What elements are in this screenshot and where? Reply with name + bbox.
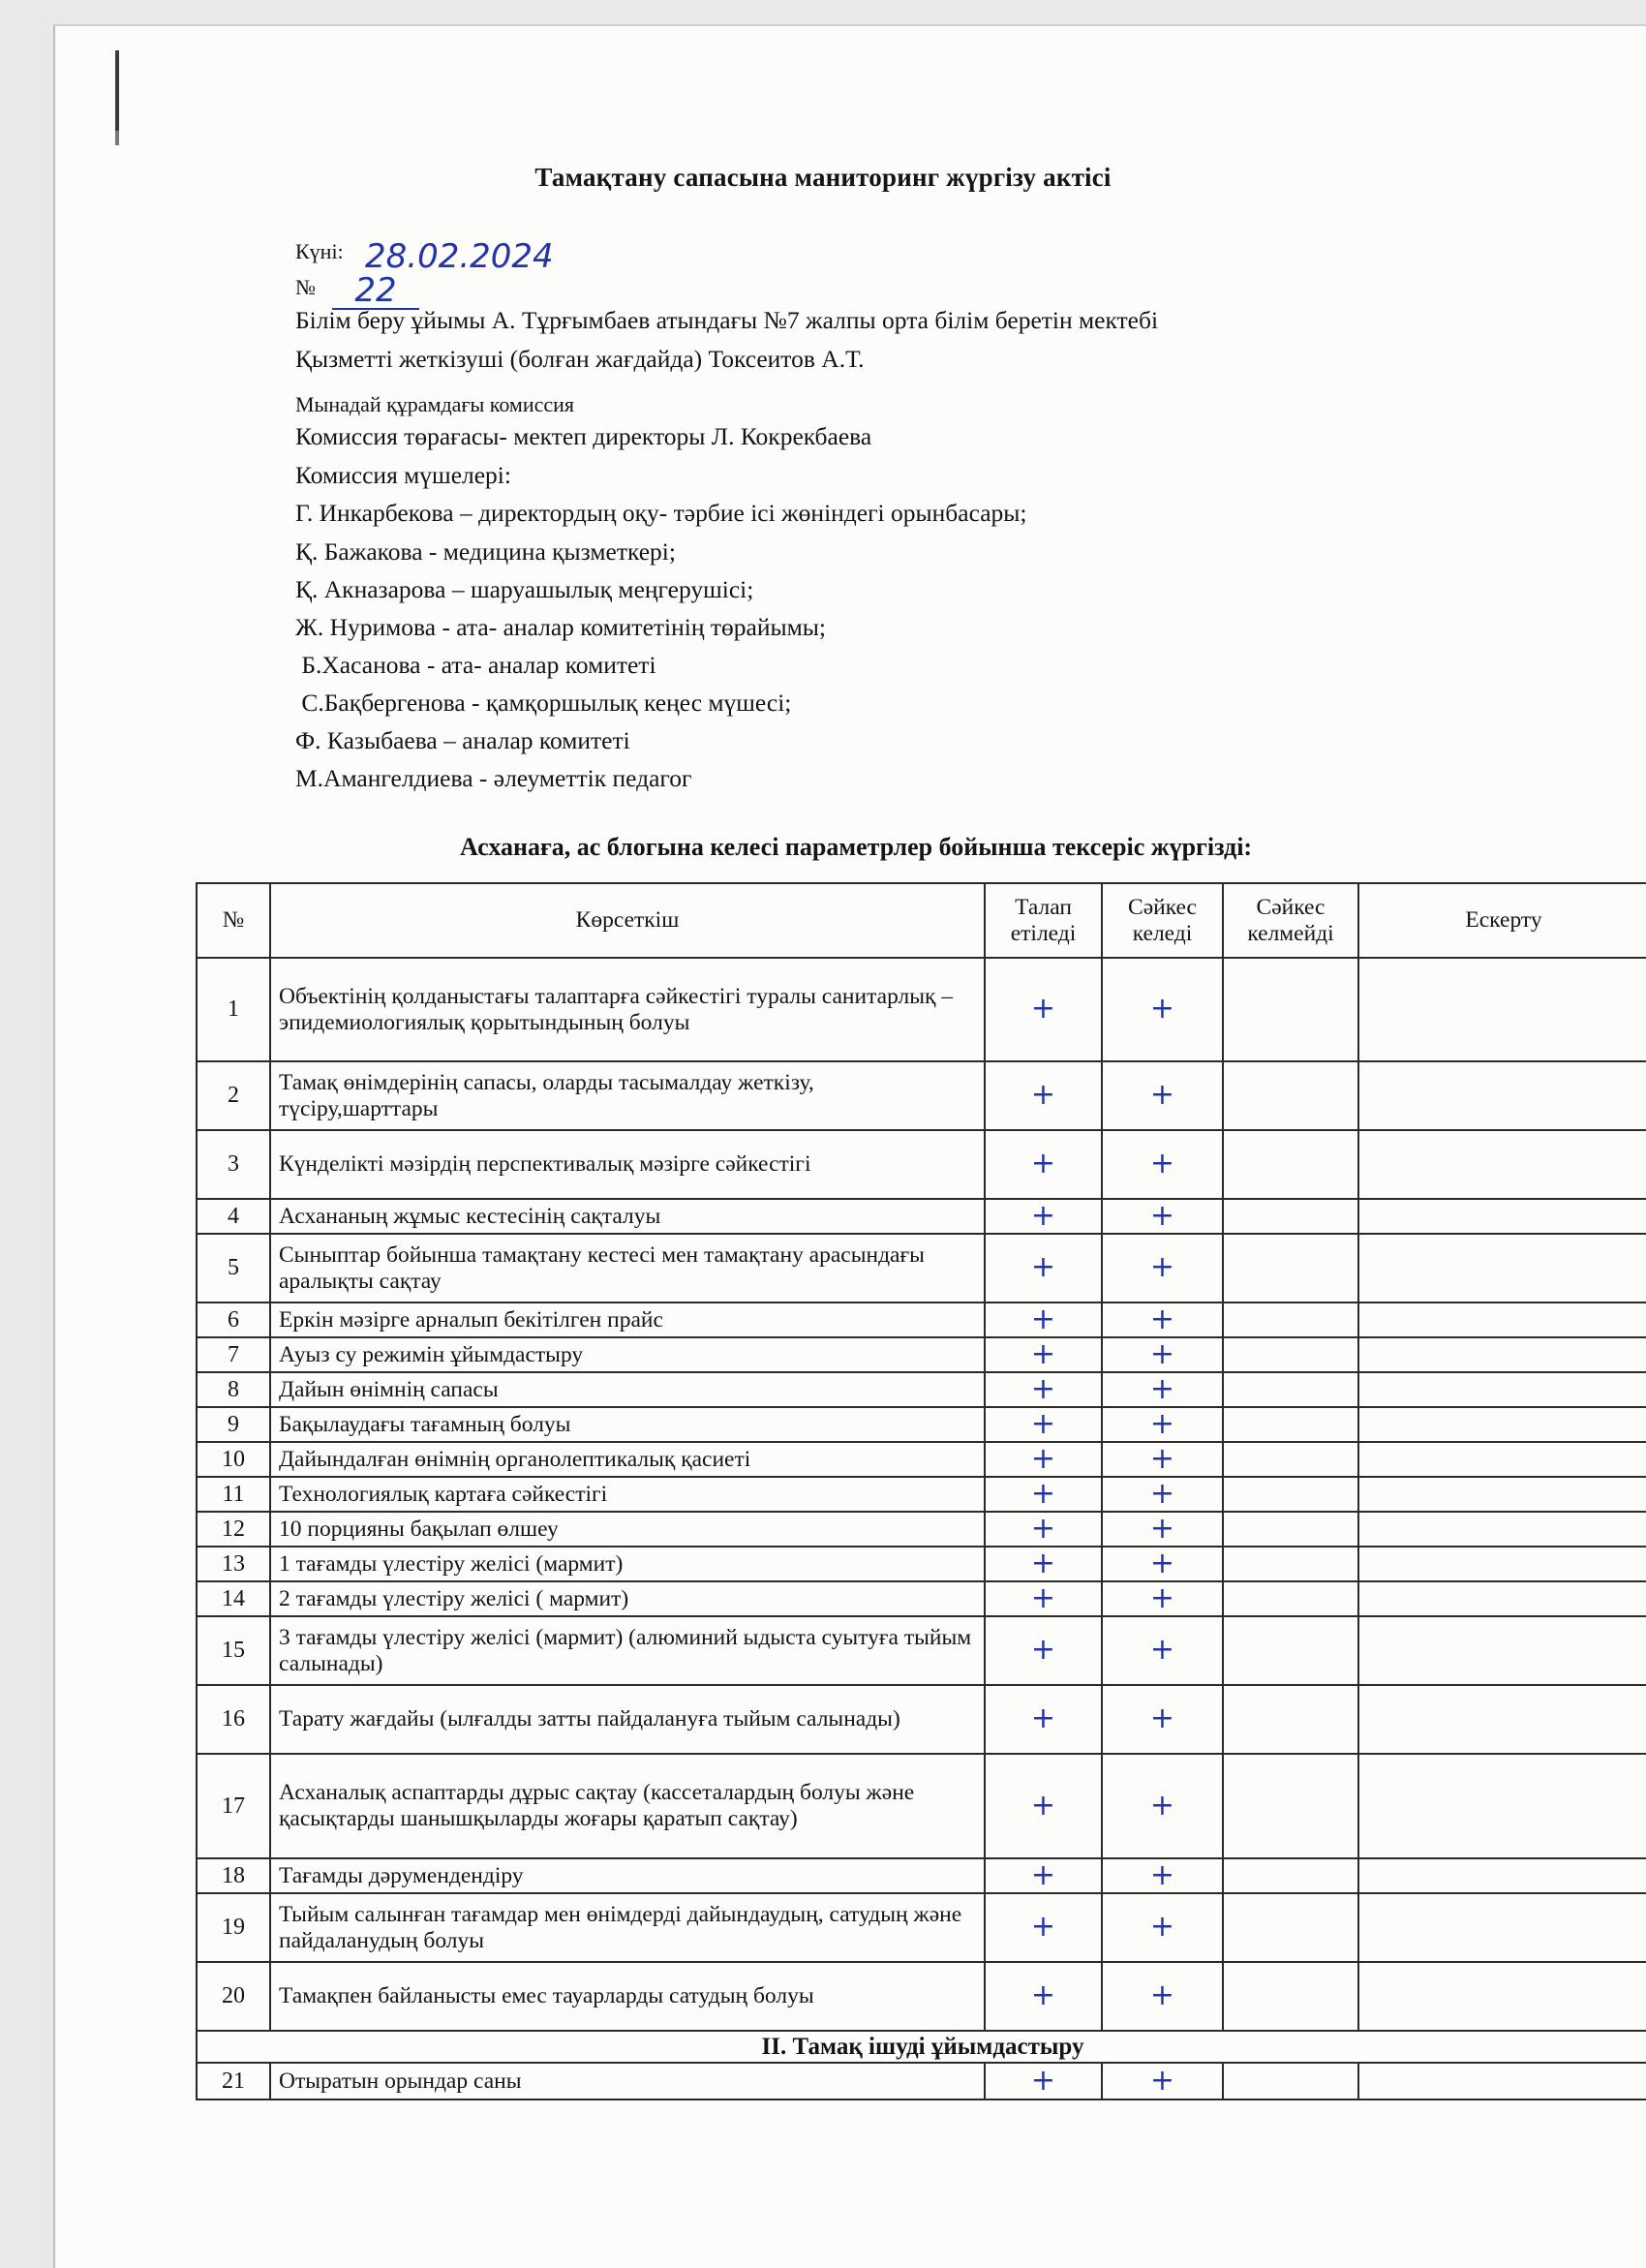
note-cell (1358, 1685, 1646, 1754)
compliant-cell (1102, 1061, 1223, 1130)
noncompliant-cell (1223, 1754, 1358, 1858)
table-row (197, 958, 1646, 1061)
row-number: 19 (197, 1893, 270, 1962)
header-num: № (197, 883, 270, 958)
note-cell (1358, 1616, 1646, 1685)
required-cell (985, 1685, 1102, 1754)
row-indicator: 2 тағамды үлестіру желісі ( мармит) (270, 1581, 985, 1616)
table-row (197, 2063, 1646, 2099)
section-2-title: II. Тамақ ішуді ұйымдастыру (197, 2031, 1646, 2063)
handwritten-plus-mark: + (1030, 1701, 1056, 1735)
row-indicator: 1 тағамды үлестіру желісі (мармит) (270, 1547, 985, 1581)
row-indicator: Асхананың жұмыс кестесінің сақталуы (270, 1199, 985, 1234)
handwritten-plus-mark: + (1149, 1580, 1175, 1615)
row-indicator: Еркін мәзірге арналып бекітілген прайс (270, 1303, 985, 1337)
noncompliant-cell (1223, 1199, 1358, 1234)
row-indicator: 10 порцияны бақылап өлшеу (270, 1512, 985, 1547)
header-noncompliant: Сәйкес келмейді (1223, 883, 1358, 958)
handwritten-plus-mark: + (1149, 1250, 1175, 1284)
required-cell (985, 1512, 1102, 1547)
row-number: 10 (197, 1442, 270, 1477)
required-cell (985, 1581, 1102, 1616)
header-compliant: Сәйкес келеді (1102, 883, 1223, 958)
note-cell (1358, 2063, 1646, 2099)
noncompliant-cell (1223, 1130, 1358, 1199)
handwritten-plus-mark: + (1030, 1476, 1056, 1511)
row-number: 1 (197, 958, 270, 1061)
compliant-cell (1102, 1337, 1223, 1372)
compliant-cell (1102, 1442, 1223, 1477)
row-number: 13 (197, 1547, 270, 1581)
number-handwritten: 22 (332, 273, 419, 310)
required-cell (985, 1130, 1102, 1199)
required-cell (985, 1547, 1102, 1581)
row-indicator: Тамақ өнімдерінің сапасы, оларды тасымалдау жеткізу, түсіру,шарттары (270, 1061, 985, 1130)
school-line: Білім беру ұйымы А. Тұрғымбаев атындағы №7 жалпы орта білім беретін мектебі (295, 306, 1159, 334)
row-indicator: Объектінің қолданыстағы талаптарға сәйкестігі туралы санитарлық – эпидемиологиялық қорытындының болуы (270, 958, 985, 1061)
row-indicator: Дайын өнімнің сапасы (270, 1372, 985, 1407)
compliant-cell (1102, 1477, 1223, 1512)
table-row (197, 1477, 1646, 1512)
handwritten-plus-mark: + (1030, 1147, 1056, 1180)
note-cell (1358, 1407, 1646, 1442)
compliant-cell (1102, 958, 1223, 1061)
handwritten-plus-mark: + (1030, 1511, 1056, 1546)
table-row (197, 1685, 1646, 1754)
row-indicator: Ауыз су режимін ұйымдастыру (270, 1337, 985, 1372)
required-cell (985, 1061, 1102, 1130)
compliant-cell (1102, 1962, 1223, 2031)
required-cell (985, 1754, 1102, 1858)
date-handwritten: 28.02.2024 (365, 237, 554, 276)
table-row (197, 1616, 1646, 1685)
handwritten-plus-mark: + (1149, 1511, 1175, 1546)
note-cell (1358, 1061, 1646, 1130)
member-line: Ж. Нуримова - ата- аналар комитетінің төрайымы; (295, 613, 826, 641)
compliant-cell (1102, 1616, 1223, 1685)
compliant-cell (1102, 1754, 1223, 1858)
note-cell (1358, 1581, 1646, 1616)
noncompliant-cell (1223, 1616, 1358, 1685)
noncompliant-cell (1223, 1547, 1358, 1581)
required-cell (985, 1477, 1102, 1512)
table-row (197, 1199, 1646, 1234)
table-row (197, 1303, 1646, 1337)
handwritten-plus-mark: + (1149, 1857, 1175, 1892)
compliant-cell (1102, 1130, 1223, 1199)
table-row (197, 1858, 1646, 1893)
handwritten-plus-mark: + (1149, 1476, 1175, 1511)
table-row (197, 1893, 1646, 1962)
member-line: Қ. Бажакова - медицина қызметкері; (295, 537, 676, 566)
required-cell (985, 2063, 1102, 2099)
row-number: 2 (197, 1061, 270, 1130)
handwritten-plus-mark: + (1030, 992, 1056, 1026)
required-cell (985, 1962, 1102, 2031)
row-indicator: 3 тағамды үлестіру желісі (мармит) (алюминий ыдыста суытуға тыйым салынады) (270, 1616, 985, 1685)
required-cell (985, 1234, 1102, 1303)
date-label: Күні: (295, 239, 344, 263)
table-row (197, 1754, 1646, 1858)
handwritten-plus-mark: + (1030, 1546, 1056, 1580)
required-cell (985, 1616, 1102, 1685)
noncompliant-cell (1223, 1303, 1358, 1337)
row-number: 12 (197, 1512, 270, 1547)
handwritten-plus-mark: + (1030, 1910, 1056, 1944)
handwritten-plus-mark: + (1149, 1078, 1175, 1112)
row-number: 4 (197, 1199, 270, 1234)
noncompliant-cell (1223, 1893, 1358, 1962)
row-indicator: Тыйым салынған тағамдар мен өнімдерді дайындаудың, сатудың және пайдаланудың болуы (270, 1893, 985, 1962)
row-number: 18 (197, 1858, 270, 1893)
noncompliant-cell (1223, 1372, 1358, 1407)
note-cell (1358, 1962, 1646, 2031)
table-row (197, 1337, 1646, 1372)
supplier-line: Қызметті жеткізуші (болған жағдайда) Токсеитов А.Т. (295, 345, 865, 373)
handwritten-plus-mark: + (1030, 1371, 1056, 1406)
number-label: № (295, 275, 316, 299)
table-row (197, 1234, 1646, 1303)
handwritten-plus-mark: + (1030, 1788, 1056, 1823)
compliant-cell (1102, 1893, 1223, 1962)
noncompliant-cell (1223, 1061, 1358, 1130)
compliant-cell (1102, 1303, 1223, 1337)
required-cell (985, 1442, 1102, 1477)
noncompliant-cell (1223, 2063, 1358, 2099)
handwritten-plus-mark: + (1149, 1978, 1175, 2012)
handwritten-plus-mark: + (1149, 1147, 1175, 1180)
note-cell (1358, 1477, 1646, 1512)
table-row (197, 1407, 1646, 1442)
row-indicator: Тамақпен байланысты емес тауарларды сатудың болуы (270, 1962, 985, 2031)
row-indicator: Отыратын орындар саны (270, 2063, 985, 2099)
handwritten-plus-mark: + (1030, 1580, 1056, 1615)
required-cell (985, 1303, 1102, 1337)
compliant-cell (1102, 2063, 1223, 2099)
handwritten-plus-mark: + (1149, 1406, 1175, 1441)
handwritten-plus-mark: + (1030, 1633, 1056, 1667)
row-indicator: Асханалық аспаптарды дұрыс сақтау (кассеталардың болуы және қасықтарды шанышқыларды жоғары қаратып сақтау) (270, 1754, 985, 1858)
row-number: 7 (197, 1337, 270, 1372)
note-cell (1358, 1303, 1646, 1337)
table-row (197, 1061, 1646, 1130)
row-indicator: Тарату жағдайы (ылғалды затты пайдалануға тыйым салынады) (270, 1685, 985, 1754)
commission-line: Мынадай құрамдағы комиссия (295, 392, 575, 416)
handwritten-plus-mark: + (1030, 1078, 1056, 1112)
compliant-cell (1102, 1372, 1223, 1407)
handwritten-plus-mark: + (1149, 1633, 1175, 1667)
note-cell (1358, 1234, 1646, 1303)
chairman-line: Комиссия төрағасы- мектеп директоры Л. Кокрекбаева (295, 422, 872, 450)
row-indicator: Дайындалған өнімнің органолептикалық қасиеті (270, 1442, 985, 1477)
row-indicator: Күнделікті мәзірдің перспективалық мәзірге сәйкестігі (270, 1130, 985, 1199)
compliant-cell (1102, 1512, 1223, 1547)
row-number: 17 (197, 1754, 270, 1858)
table-row (197, 1512, 1646, 1547)
table-row (197, 1372, 1646, 1407)
row-number: 20 (197, 1962, 270, 2031)
header-note: Ескерту (1358, 883, 1646, 958)
handwritten-plus-mark: + (1030, 1406, 1056, 1441)
note-cell (1358, 1130, 1646, 1199)
row-indicator: Бақылаудағы тағамның болуы (270, 1407, 985, 1442)
noncompliant-cell (1223, 1581, 1358, 1616)
document-title: Тамақтану сапасына маниторинг жүргізу актісі (534, 163, 1112, 192)
row-number: 16 (197, 1685, 270, 1754)
noncompliant-cell (1223, 1858, 1358, 1893)
compliant-cell (1102, 1234, 1223, 1303)
handwritten-plus-mark: + (1030, 1302, 1056, 1336)
required-cell (985, 1372, 1102, 1407)
required-cell (985, 958, 1102, 1061)
noncompliant-cell (1223, 1685, 1358, 1754)
handwritten-plus-mark: + (1149, 1441, 1175, 1476)
handwritten-plus-mark: + (1149, 1371, 1175, 1406)
handwritten-plus-mark: + (1149, 1701, 1175, 1735)
member-line: Қ. Акназарова – шаруашылық меңгерушісі; (295, 575, 754, 603)
note-cell (1358, 1754, 1646, 1858)
required-cell (985, 1199, 1102, 1234)
row-indicator: Сыныптар бойынша тамақтану кестесі мен тамақтану арасындағы аралықты сақтау (270, 1234, 985, 1303)
table-row (197, 1442, 1646, 1477)
note-cell (1358, 1199, 1646, 1234)
noncompliant-cell (1223, 1337, 1358, 1372)
handwritten-plus-mark: + (1149, 1302, 1175, 1336)
noncompliant-cell (1223, 1442, 1358, 1477)
noncompliant-cell (1223, 1407, 1358, 1442)
row-indicator: Тағамды дәрумендендіру (270, 1858, 985, 1893)
compliant-cell (1102, 1581, 1223, 1616)
member-line: Б.Хасанова - ата- аналар комитеті (295, 651, 656, 679)
noncompliant-cell (1223, 1512, 1358, 1547)
members-heading: Комиссия мүшелері: (295, 461, 511, 489)
table-row (197, 1581, 1646, 1616)
handwritten-plus-mark: + (1149, 1546, 1175, 1580)
handwritten-plus-mark: + (1030, 1250, 1056, 1284)
table-row (197, 1962, 1646, 2031)
compliant-cell (1102, 1407, 1223, 1442)
inspection-table (196, 882, 1646, 2100)
row-number: 11 (197, 1477, 270, 1512)
row-number: 21 (197, 2063, 270, 2099)
required-cell (985, 1407, 1102, 1442)
compliant-cell (1102, 1199, 1223, 1234)
compliant-cell (1102, 1547, 1223, 1581)
noncompliant-cell (1223, 1962, 1358, 2031)
row-number: 9 (197, 1407, 270, 1442)
handwritten-plus-mark: + (1030, 1857, 1056, 1892)
row-indicator: Технологиялық картаға сәйкестігі (270, 1477, 985, 1512)
noncompliant-cell (1223, 1234, 1358, 1303)
note-cell (1358, 1372, 1646, 1407)
handwritten-plus-mark: + (1149, 1198, 1175, 1233)
row-number: 5 (197, 1234, 270, 1303)
header-indicator: Көрсеткіш (270, 883, 985, 958)
handwritten-plus-mark: + (1030, 1336, 1056, 1371)
row-number: 3 (197, 1130, 270, 1199)
member-line: С.Бақбергенова - қамқоршылық кеңес мүшесі; (295, 689, 792, 717)
member-line: М.Амангелдиева - әлеуметтік педагог (295, 764, 692, 792)
note-cell (1358, 1893, 1646, 1962)
handwritten-plus-mark: + (1030, 1441, 1056, 1476)
handwritten-plus-mark: + (1149, 1910, 1175, 1944)
handwritten-plus-mark: + (1030, 1978, 1056, 2012)
row-number: 8 (197, 1372, 270, 1407)
note-cell (1358, 1512, 1646, 1547)
noncompliant-cell (1223, 1477, 1358, 1512)
header-required: Талап етіледі (985, 883, 1102, 958)
note-cell (1358, 958, 1646, 1061)
row-number: 14 (197, 1581, 270, 1616)
note-cell (1358, 1547, 1646, 1581)
note-cell (1358, 1858, 1646, 1893)
handwritten-plus-mark: + (1149, 1788, 1175, 1823)
handwritten-plus-mark: + (1149, 1336, 1175, 1371)
required-cell (985, 1858, 1102, 1893)
table-row (197, 1547, 1646, 1581)
compliant-cell (1102, 1685, 1223, 1754)
row-number: 6 (197, 1303, 270, 1337)
member-line: Г. Инкарбекова – директордың оқу- тәрбие ісі жөніндегі орынбасары; (295, 499, 1027, 527)
member-line: Ф. Казыбаева – аналар комитеті (295, 726, 630, 754)
row-number: 15 (197, 1616, 270, 1685)
compliant-cell (1102, 1858, 1223, 1893)
handwritten-plus-mark: + (1149, 992, 1175, 1026)
binding-mark-end (115, 131, 119, 145)
inspection-subtitle: Асханаға, ас блогына келесі параметрлер бойынша тексеріс жүргізді: (460, 833, 1253, 861)
note-cell (1358, 1337, 1646, 1372)
noncompliant-cell (1223, 958, 1358, 1061)
note-cell (1358, 1442, 1646, 1477)
handwritten-plus-mark: + (1030, 1198, 1056, 1233)
required-cell (985, 1337, 1102, 1372)
handwritten-plus-mark: + (1030, 2063, 1056, 2098)
handwritten-plus-mark: + (1149, 2063, 1175, 2098)
table-row (197, 1130, 1646, 1199)
required-cell (985, 1893, 1102, 1962)
